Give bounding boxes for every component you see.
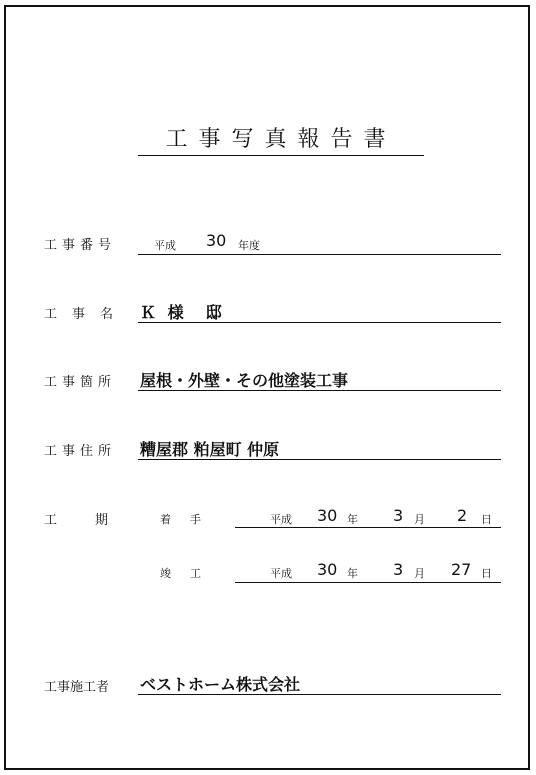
period-start-day: 2	[457, 506, 468, 525]
period-end-underline	[235, 582, 501, 583]
period-end-day-unit: 日	[481, 567, 492, 580]
construction-number-suffix: 年度	[238, 239, 260, 252]
construction-number-year: 30	[206, 231, 227, 250]
period-start-month-unit: 月	[414, 513, 425, 526]
period-end-month: 3	[393, 560, 404, 579]
period-end-year: 30	[317, 560, 338, 579]
construction-name-value: Ｋ 様 邸	[140, 303, 225, 322]
construction-number-era: 平成	[154, 239, 176, 252]
period-start-year-unit: 年	[347, 513, 358, 526]
construction-address-value: 糟屋郡 粕屋町 仲原	[140, 440, 280, 459]
construction-period-label: 工 期	[44, 513, 113, 528]
construction-name-underline	[138, 322, 501, 323]
period-start-year: 30	[317, 506, 338, 525]
period-end-day: 27	[451, 560, 472, 579]
period-end-year-unit: 年	[347, 567, 358, 580]
period-start-era: 平成	[270, 513, 292, 526]
period-start-day-unit: 日	[481, 513, 492, 526]
period-end-era: 平成	[270, 567, 292, 580]
contractor-underline	[138, 694, 501, 695]
construction-address-label: 工事住所	[44, 444, 117, 459]
construction-location-label: 工事箇所	[44, 375, 117, 390]
document-title: 工事写真報告書	[138, 122, 424, 156]
construction-number-underline	[138, 254, 501, 255]
period-start-month: 3	[393, 506, 404, 525]
period-end-label: 竣 工	[160, 567, 205, 580]
period-start-underline	[235, 527, 501, 528]
construction-name-label: 工 事 名	[44, 307, 115, 322]
construction-location-underline	[138, 390, 501, 391]
construction-number-label: 工事番号	[44, 238, 117, 253]
contractor-value: ベストホーム株式会社	[140, 675, 301, 694]
period-end-month-unit: 月	[414, 567, 425, 580]
period-start-label: 着 手	[160, 513, 205, 526]
construction-address-underline	[138, 459, 501, 460]
contractor-label: 工事施工者	[44, 680, 110, 695]
construction-location-value: 屋根・外壁・その他塗装工事	[140, 371, 349, 390]
